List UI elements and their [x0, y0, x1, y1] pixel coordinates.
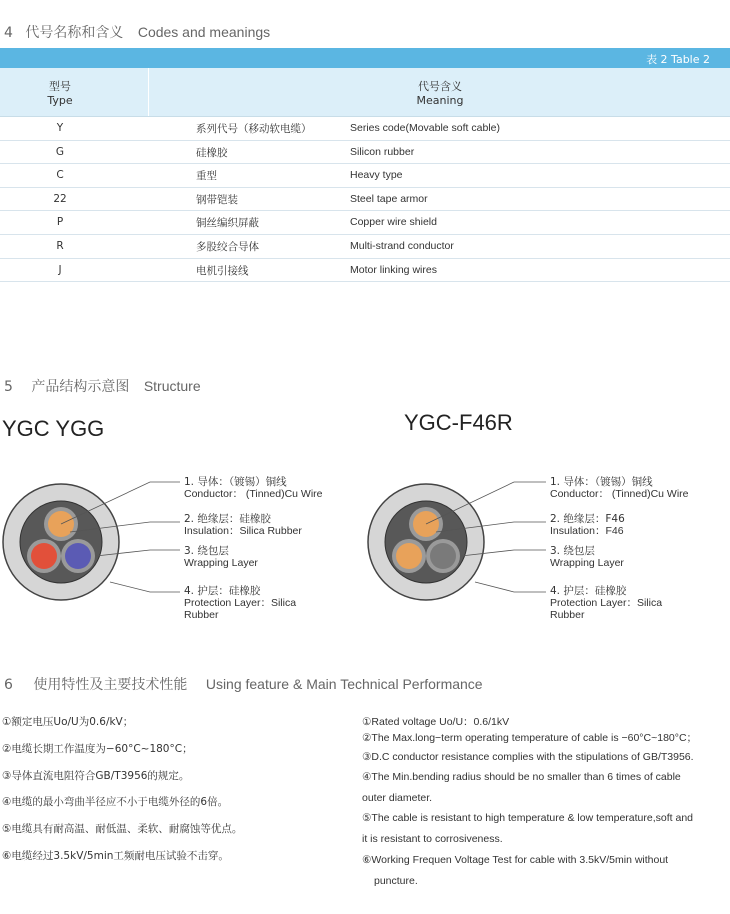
conductor-red-icon [31, 543, 57, 569]
feature-cn-2: ②电缆长期工作温度为−60°C~180°C； [2, 743, 193, 755]
row-meaning-cn: 系列代号（移动软电缆） [196, 123, 312, 135]
header-meaning [340, 80, 540, 108]
conductor-blue-icon [65, 543, 91, 569]
right-label-insulation: 2. 绝缘层：F46 Insulation：F46 [550, 513, 625, 537]
feature-en-5: ⑤The cable is resistant to high temperature & low temperature,soft and [362, 812, 693, 824]
row-meaning-en: Series code(Movable soft cable) [350, 122, 500, 134]
codes-table [0, 48, 730, 282]
section-5-title-en: Structure [143, 378, 201, 394]
feature-cn-1: ①额定电压Uo/U为0.6/kV； [2, 716, 134, 728]
header-meaning-en: Meaning [416, 94, 464, 107]
feature-en-6b: puncture. [374, 875, 418, 887]
row-meaning-en: Motor linking wires [350, 263, 437, 276]
table-row [0, 235, 730, 259]
header-meaning-cn: 代号含义 [418, 80, 462, 93]
section-5-number: 5 [4, 379, 13, 395]
section-4-number: 4 [4, 25, 13, 41]
right-label-protection: 4. 护层：硅橡胶 Protection Layer：Silica Rubber [550, 585, 663, 621]
feature-en-1: ①Rated voltage Uo/U：0.6/1kV [362, 716, 510, 728]
feature-en-3: ③D.C conductor resistance complies with the stipulations of GB/T3956. [362, 751, 694, 763]
feature-en-5b: it is resistant to corrosiveness. [362, 833, 503, 845]
model-left: YGC YGG [2, 416, 105, 441]
table-row [0, 188, 730, 212]
header-divider [148, 68, 149, 116]
feature-en-2: ②The Max.long−term operating temperature of cable is −60°C~180°C； [362, 732, 698, 744]
header-type-en: Type [47, 94, 73, 107]
row-code: R [56, 239, 64, 252]
row-meaning-en: Silicon rubber [350, 145, 415, 158]
section-5-title-cn: 产品结构示意图 [31, 379, 130, 395]
leader-line [110, 582, 180, 592]
feature-en-4b: outer diameter. [362, 792, 433, 804]
feature-en-4: ④The Min.bending radius should be no smaller than 6 times of cable [362, 771, 681, 783]
table-header [0, 68, 730, 117]
table-caption: 表 2 Table 2 [646, 53, 710, 66]
section-4-title-en: Codes and meanings [137, 24, 271, 40]
row-meaning-cn: 钢带铠装 [196, 193, 238, 206]
section-4-title [4, 22, 270, 42]
row-code: Y [56, 122, 64, 134]
row-meaning-cn: 多股绞合导体 [196, 240, 259, 253]
row-code: G [55, 145, 65, 158]
cable-cross-section-left [0, 470, 190, 620]
row-code: J [58, 263, 62, 276]
table-row [0, 141, 730, 165]
conductor-orange-icon [396, 543, 422, 569]
table-row [0, 164, 730, 188]
left-label-insulation: 2. 绝缘层：硅橡胶 Insulation：Silica Rubber [184, 513, 302, 537]
feature-en-6: ⑥Working Frequen Voltage Test for cable with 3.5kV/5min without [362, 854, 669, 866]
row-meaning-en: Heavy type [350, 169, 403, 182]
conductor-grey-icon [430, 543, 456, 569]
row-meaning-en: Steel tape armor [350, 192, 428, 205]
table-caption-bar [0, 48, 730, 68]
table-row [0, 259, 730, 283]
row-meaning-cn: 铜丝编织屏蔽 [196, 217, 259, 230]
section-5-title [4, 376, 201, 396]
header-type-cn: 型号 [49, 80, 71, 93]
left-label-conductor: 1. 导体：（镀锡）铜线 Conductor： (Tinned)Cu Wire [184, 476, 323, 500]
header-type [0, 80, 120, 108]
leader-line [475, 582, 546, 592]
model-right: YGC-F46R [404, 410, 513, 435]
left-label-wrapping: 3. 绕包层 Wrapping Layer [184, 545, 258, 569]
row-meaning-cn: 硅橡胶 [196, 146, 228, 159]
cable-cross-section-right [364, 470, 554, 620]
section-6-title-cn: 使用特性及主要技术性能 [33, 677, 188, 693]
section-6-number: 6 [4, 677, 13, 693]
row-meaning-cn: 重型 [196, 170, 217, 183]
right-label-conductor: 1. 导体：（镀锡）铜线 Conductor： (Tinned)Cu Wire [550, 476, 689, 500]
feature-cn-3: ③导体直流电阻符合GB/T3956的规定。 [2, 770, 190, 782]
section-6-title-en: Using feature & Main Technical Performance [205, 676, 483, 692]
row-code: 22 [53, 192, 67, 205]
row-meaning-en: Copper wire shield [350, 216, 437, 229]
feature-cn-6: ⑥电缆经过3.5kV/5min工频耐电压试验不击穿。 [2, 850, 229, 862]
feature-cn-5: ⑤电缆具有耐高温、耐低温、柔软、耐腐蚀等优点。 [2, 823, 243, 835]
table-row [0, 117, 730, 141]
left-label-protection: 4. 护层：硅橡胶 Protection Layer：Silica Rubber [184, 585, 297, 621]
section-6-title [4, 674, 483, 694]
row-meaning-cn: 电机引接线 [196, 264, 249, 277]
row-meaning-en: Multi-strand conductor [350, 239, 454, 252]
right-label-wrapping: 3. 绕包层 Wrapping Layer [550, 545, 624, 569]
row-code: C [56, 169, 64, 182]
section-4-title-cn: 代号名称和含义 [25, 25, 124, 41]
row-code: P [56, 216, 64, 229]
table-row [0, 211, 730, 235]
feature-cn-4: ④电缆的最小弯曲半径应不小于电缆外径的6倍。 [2, 796, 229, 808]
